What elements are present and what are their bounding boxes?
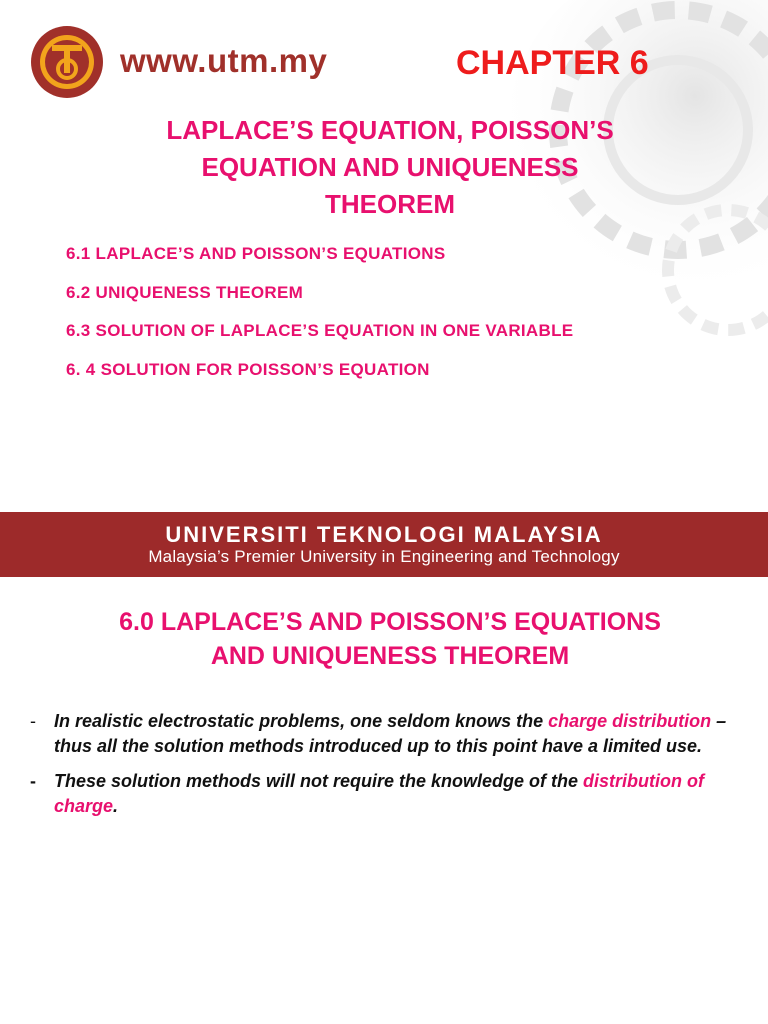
bullet-text: In realistic electrostatic problems, one seldom knows the bbox=[54, 711, 549, 731]
utm-crest-icon bbox=[30, 25, 104, 99]
highlight-term: distribution of charge bbox=[54, 771, 705, 816]
section-title-line: AND UNIQUENESS THEOREM bbox=[210, 642, 570, 670]
toc-item: 6.3 SOLUTION OF LAPLACE’S EQUATION IN ONE VARIABLE bbox=[66, 321, 574, 340]
toc-item: 6.1 LAPLACE’S AND POISSON’S EQUATIONS bbox=[66, 244, 446, 263]
university-tagline: Malaysia’s Premier University in Engineering and Technology bbox=[148, 547, 620, 566]
title-line: LAPLACE’S EQUATION, POISSON’S bbox=[166, 115, 614, 145]
bullet-item bbox=[30, 709, 730, 759]
section-title-line: 6.0 LAPLACE’S AND POISSON’S EQUATIONS bbox=[119, 608, 661, 636]
toc-item: 6. 4 SOLUTION FOR POISSON’S EQUATION bbox=[66, 359, 430, 379]
bullet-text: These solution methods will not require the knowledge of the bbox=[54, 771, 584, 791]
chapter-label: CHAPTER 6 bbox=[456, 44, 649, 82]
highlight-term: charge distribution bbox=[548, 711, 712, 731]
title-line: EQUATION AND UNIQUENESS bbox=[201, 152, 579, 182]
slide-2 bbox=[0, 577, 768, 1024]
bullet-dash: - bbox=[30, 771, 36, 791]
bullet-text: . bbox=[113, 796, 119, 816]
title-line: THEOREM bbox=[325, 189, 455, 219]
university-name: UNIVERSITI TEKNOLOGI MALAYSIA bbox=[165, 522, 603, 547]
table-of-contents bbox=[66, 244, 746, 398]
bullet-dash: - bbox=[30, 711, 36, 731]
bullet-text: – thus all the solution methods introduced up to this point have a limited use. bbox=[54, 711, 727, 756]
section-title bbox=[40, 605, 740, 673]
toc-item: 6.2 UNIQUENESS THEOREM bbox=[66, 282, 304, 302]
page-title bbox=[80, 112, 700, 223]
university-banner bbox=[0, 512, 768, 577]
bullet-item bbox=[30, 769, 730, 819]
bullet-list bbox=[30, 709, 730, 829]
site-url: www.utm.my bbox=[120, 42, 328, 79]
